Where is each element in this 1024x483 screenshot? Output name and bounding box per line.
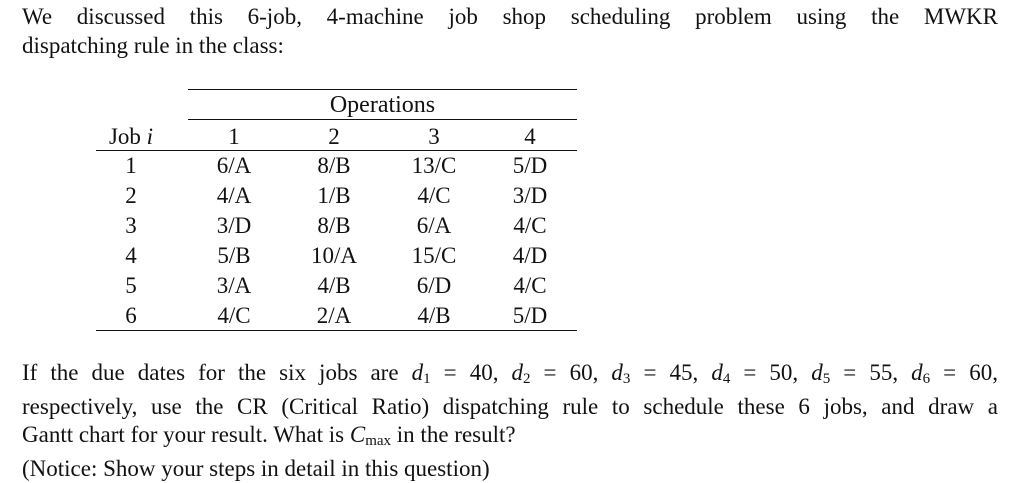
- intro-paragraph: [22, 2, 998, 60]
- op-header-1: 1: [228, 124, 240, 149]
- question-line-2: respectively, use the CR (Critical Ratio) dispatching rule to schedule these 6 jobs, and draw a: [22, 394, 998, 419]
- table-cell: 13/C: [411, 153, 457, 178]
- due-date-6: $d_6 = 60$,: [911, 360, 998, 387]
- table-cell: 5/D: [512, 303, 548, 328]
- table-cell: 1/B: [317, 183, 351, 208]
- job-column-header: [86, 122, 176, 152]
- operations-underline: [188, 119, 577, 120]
- table-cell: 4/C: [513, 273, 547, 298]
- due-date-2: $d_2 = 60$,: [511, 360, 599, 387]
- operations-header: Operations: [329, 92, 436, 118]
- question-prefix: If the due dates for the six jobs are: [22, 360, 399, 385]
- table-cell-job: 1: [125, 153, 137, 178]
- job-header-variable: i: [146, 124, 154, 149]
- intro-line-1: We discussed this 6-job, 4-machine job shop scheduling problem using the MWKR: [22, 4, 998, 29]
- cmax-symbol: $C_{max}$: [349, 422, 392, 449]
- intro-line-2: dispatching rule in the class:: [22, 33, 284, 58]
- table-cell-job: 6: [125, 303, 137, 328]
- table-cell: 3/D: [216, 213, 252, 238]
- op-header-3: 3: [428, 124, 440, 149]
- table-cell: 5/D: [512, 153, 548, 178]
- table-cell: 4/C: [513, 213, 547, 238]
- table-cell: 4/B: [317, 273, 351, 298]
- table-cell: 6/D: [416, 273, 452, 298]
- question-line-3: Gantt chart for your result. What is $C_{max}$ in the result?: [22, 422, 516, 449]
- table-cell: 4/A: [216, 183, 252, 208]
- table-cell: 15/C: [411, 243, 457, 268]
- table-cell-job: 2: [125, 183, 137, 208]
- table-cell: 4/C: [217, 303, 251, 328]
- job-header-text: Job: [108, 124, 141, 149]
- table-cell: 3/A: [216, 273, 252, 298]
- question-line-4: (Notice: Show your steps in detail in this question): [22, 456, 490, 481]
- table-cell-job: 5: [125, 273, 137, 298]
- due-date-1: $d_1 = 40$,: [411, 360, 499, 387]
- table-cell: 2/A: [316, 303, 352, 328]
- table-cell: 4/C: [417, 183, 451, 208]
- table-bottom-rule: [96, 330, 577, 331]
- table-cell: 5/B: [217, 243, 251, 268]
- table-cell: 4/B: [417, 303, 451, 328]
- due-date-5: $d_5 = 55$,: [811, 360, 899, 387]
- question-paragraph: [22, 359, 998, 483]
- table-cell: 8/B: [317, 213, 351, 238]
- table-cell-job: 4: [125, 243, 137, 268]
- op-header-4: 4: [524, 124, 536, 149]
- question-line-1: [22, 359, 998, 393]
- table-cell-job: 3: [125, 213, 137, 238]
- table-cell: 4/D: [512, 243, 548, 268]
- table-cell: 10/A: [311, 243, 357, 268]
- table-cell: 6/A: [416, 213, 452, 238]
- due-date-4: $d_4 = 50$,: [711, 360, 799, 387]
- op-header-2: 2: [328, 124, 340, 149]
- table-cell: 8/B: [317, 153, 351, 178]
- table-cell: 3/D: [512, 183, 548, 208]
- table-cell: 6/A: [216, 153, 252, 178]
- due-date-3: $d_3 = 45$,: [611, 360, 699, 387]
